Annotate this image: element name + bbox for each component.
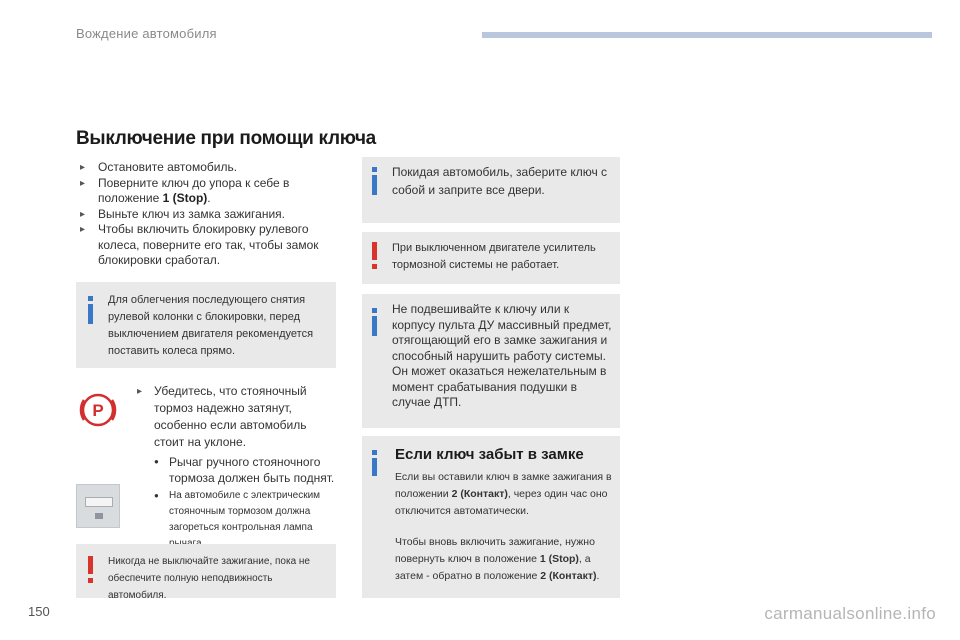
- warning-ignition-text: Никогда не выключайте зажигание, пока не обеспечите полную неподвижность автомобиля.: [108, 556, 310, 601]
- info-icon: [372, 316, 377, 336]
- info-icon-dot: [372, 308, 377, 313]
- warning-box-ignition: [76, 544, 336, 601]
- page-number: 150: [28, 604, 50, 619]
- info-icon: [372, 458, 377, 476]
- stop-position: 1 (Stop): [162, 191, 208, 205]
- forgotten-key-paragraph-1: Если вы оставили ключ в замке зажигания в положении 2 (Контакт), через один час оно отключится автоматически.: [395, 471, 612, 517]
- parking-bullet-lever: ● Рычаг ручного стояночного тормоза должен быть поднят.: [154, 454, 339, 486]
- warning-box-brake: [362, 232, 620, 284]
- info-steering-text: Для облегчения последующего снятия рулевой колонки с блокировки, перед выключением двигателя рекомендуется поставить колеса прямо.: [108, 294, 314, 357]
- chapter-title: Вождение автомобиля: [76, 26, 217, 41]
- warning-icon-dot: [372, 264, 377, 269]
- info-heavy-text: Не подвешивайте к ключу или к корпусу пульта ДУ массивный предмет, отягощающий его в замке зажигания и способный нарушить работу системы. Он может оказаться нежелательным в момент срабатывания подушки в случае ДТП.: [392, 302, 612, 409]
- info-icon-dot: [372, 167, 377, 172]
- warning-icon-dot: [88, 578, 93, 583]
- info-box-heavy-objects: [362, 294, 620, 428]
- chapter-bar: [482, 32, 932, 38]
- section-title: Выключение при помощи ключа: [76, 128, 376, 149]
- steps-list: [80, 160, 340, 269]
- step-item: ▸ Чтобы включить блокировку рулевого колеса, поверните его так, чтобы замок блокировки сработал.: [80, 222, 340, 269]
- parking-bullet-electric: ● На автомобиле с электрическим стояночным тормозом должна загореться контрольная лампа: [154, 488, 344, 552]
- parking-instruction: [137, 383, 337, 451]
- info-icon-dot: [88, 296, 93, 301]
- parking-brake-icon: [76, 388, 120, 432]
- forgotten-key-title: Если ключ забыт в замке: [395, 446, 584, 463]
- svg-text:P: P: [92, 401, 104, 420]
- warning-icon: [372, 242, 377, 260]
- warning-brake-text: При выключенном двигателе усилитель тормозной системы не работает.: [392, 242, 596, 271]
- info-box-take-key: [362, 157, 620, 223]
- watermark: carmanualsonline.info: [764, 604, 936, 623]
- forgotten-key-paragraph-2: Чтобы вновь включить зажигание, нужно повернуть ключ в положение 1 (Stop), а затем - обратно в положение 2 (Контакт).: [395, 536, 600, 582]
- info-take-key-text: Покидая автомобиль, заберите ключ с собой и заприте все двери.: [392, 165, 608, 197]
- step-item: ▸ Выньте ключ из замка зажигания.: [80, 207, 340, 223]
- info-icon-dot: [372, 450, 377, 455]
- parking-lead: ▸ Убедитесь, что стояночный тормоз надежно затянут, особенно если автомобиль стоит на уклоне.: [137, 383, 337, 451]
- info-icon: [88, 304, 93, 324]
- warning-icon: [88, 556, 93, 574]
- info-icon: [372, 175, 377, 195]
- step-item: ▸ Поверните ключ до упора к себе в положение 1 (Stop).: [80, 176, 340, 207]
- electric-brake-image: [76, 484, 120, 528]
- step-item: ▸ Остановите автомобиль.: [80, 160, 340, 176]
- info-box-steering: [76, 282, 336, 368]
